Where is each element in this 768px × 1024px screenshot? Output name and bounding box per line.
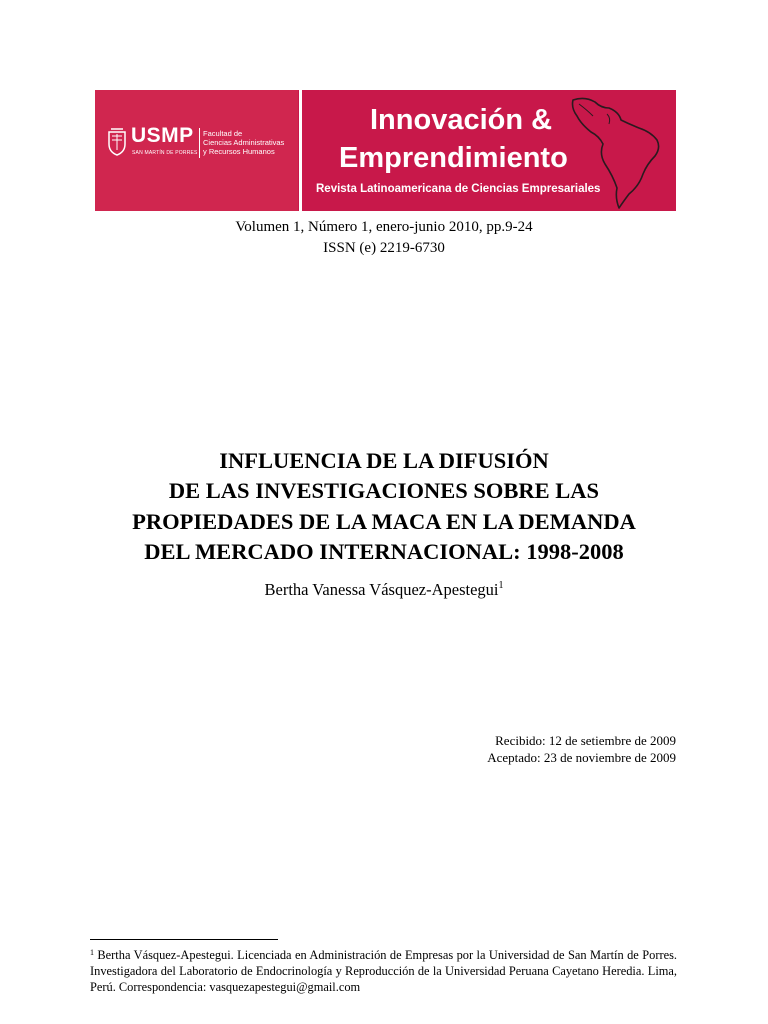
volume-info: Volumen 1, Número 1, enero-junio 2010, pp.9-24 bbox=[235, 219, 533, 235]
university-logo-text: USMP bbox=[131, 124, 194, 147]
issn-info: ISSN (e) 2219-6730 bbox=[323, 240, 445, 256]
author-line bbox=[0, 580, 768, 600]
faculty-line: y Recursos Humanos bbox=[203, 147, 275, 156]
article-title-line: DEL MERCADO INTERNACIONAL: 1998-2008 bbox=[144, 539, 624, 564]
article-title-line: DE LAS INVESTIGACIONES SOBRE LAS bbox=[168, 478, 600, 503]
banner-divider bbox=[299, 90, 302, 211]
university-crest-icon bbox=[107, 128, 127, 156]
footnote-text: Bertha Vásquez-Apestegui. Licenciada en Administración de Empresas por la Universidad de San Martín de Porres. Investigadora del Laboratorio de Endocrinología y Reproducción de la Universidad Peruana Cayetano Heredia. Lima, Perú. Correspondencia: vasquezapestegui@gmail.com bbox=[90, 948, 677, 994]
faculty-line: Facultad de bbox=[203, 129, 243, 138]
university-logo-subtext: SAN MARTÍN DE PORRES bbox=[132, 150, 198, 156]
faculty-name bbox=[203, 129, 295, 156]
accepted-date: Aceptado: 23 de noviembre de 2009 bbox=[487, 750, 676, 765]
journal-banner bbox=[95, 90, 676, 211]
article-title-line: INFLUENCIA DE LA DIFUSIÓN bbox=[219, 448, 549, 473]
logo-separator bbox=[199, 128, 200, 158]
author-footnote-mark: 1 bbox=[498, 580, 504, 591]
journal-subtitle: Revista Latinoamericana de Ciencias Empresariales bbox=[316, 183, 601, 195]
article-title-line: PROPIEDADES DE LA MACA EN LA DEMANDA bbox=[132, 509, 636, 534]
faculty-line: Ciencias Administrativas bbox=[203, 138, 285, 147]
university-block bbox=[95, 90, 298, 211]
journal-title-line-1: Innovación & bbox=[370, 104, 553, 136]
author-name: Bertha Vanessa Vásquez-Apestegui bbox=[264, 580, 499, 599]
footnote bbox=[90, 945, 677, 995]
footnote-mark: 1 bbox=[90, 948, 94, 957]
footnote-rule bbox=[90, 939, 278, 940]
journal-title-line-2: Emprendimiento bbox=[339, 142, 568, 174]
received-date: Recibido: 12 de setiembre de 2009 bbox=[495, 733, 676, 748]
